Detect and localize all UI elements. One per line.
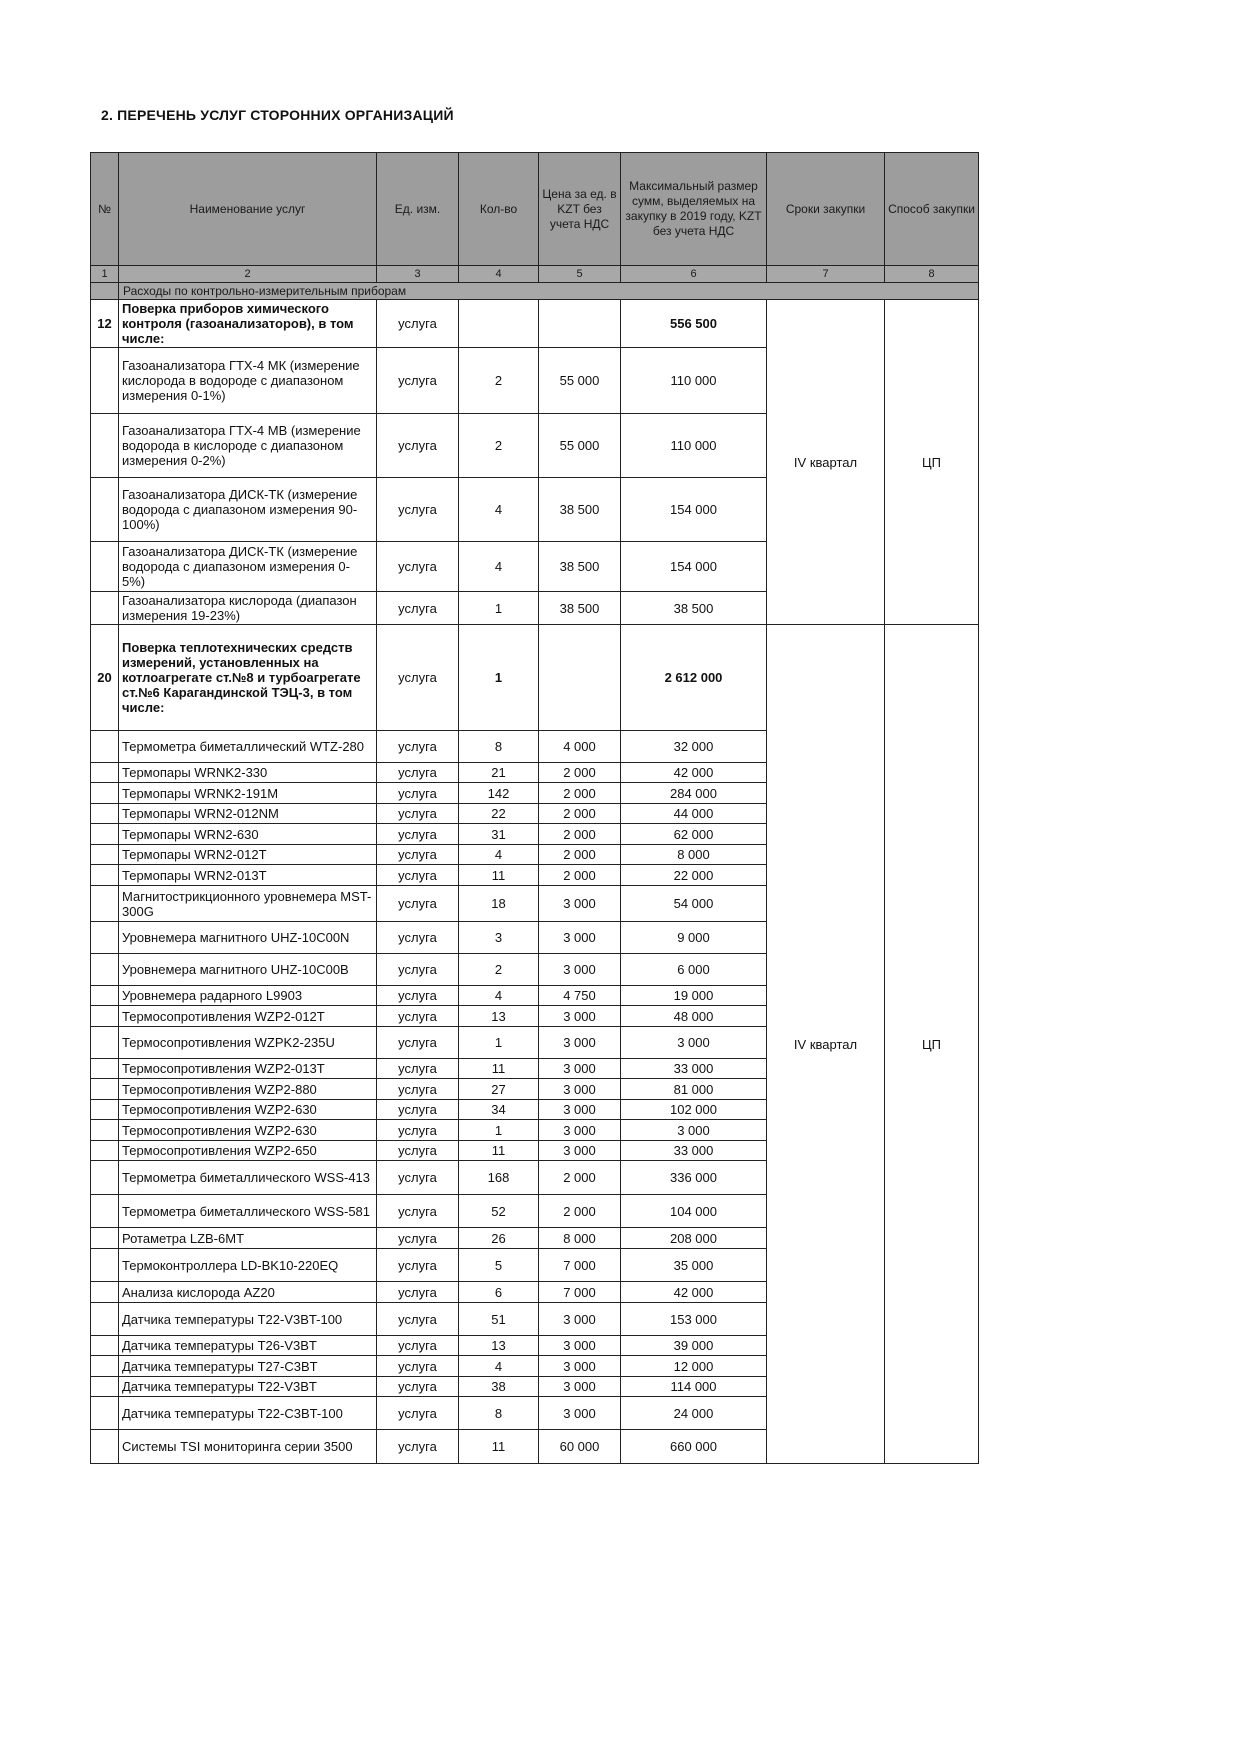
service-unit: услуга: [377, 954, 459, 986]
service-total: 104 000: [621, 1195, 767, 1228]
service-qty: 6: [459, 1282, 539, 1303]
service-unit: услуга: [377, 478, 459, 542]
row-number: [91, 1303, 119, 1336]
service-name: Газоанализатора ГТХ-4 МВ (измерение водорода в кислороде с диапазоном измерения 0-2%): [119, 414, 377, 478]
service-price: 3 000: [539, 1059, 621, 1079]
service-total: 54 000: [621, 886, 767, 922]
row-number: [91, 1100, 119, 1120]
col-number-header: №: [91, 153, 119, 266]
service-price: 3 000: [539, 954, 621, 986]
service-qty: 51: [459, 1303, 539, 1336]
col-period-header: Сроки закупки: [767, 153, 885, 266]
service-qty: 21: [459, 763, 539, 783]
service-name: Термосопротивления WZP2-880: [119, 1079, 377, 1100]
service-price: 2 000: [539, 845, 621, 865]
service-qty: 11: [459, 1059, 539, 1079]
row-number: [91, 1161, 119, 1195]
service-name: Термосопротивления WZPK2-235U: [119, 1027, 377, 1059]
service-qty: 2: [459, 348, 539, 414]
service-unit: услуга: [377, 986, 459, 1006]
group-number: 20: [91, 625, 119, 731]
col-method-header: Способ закупки: [885, 153, 979, 266]
service-total: 48 000: [621, 1006, 767, 1027]
service-price: 2 000: [539, 1195, 621, 1228]
service-price: 3 000: [539, 922, 621, 954]
service-qty: 4: [459, 542, 539, 592]
header-row: [91, 153, 979, 266]
group-price: [539, 300, 621, 348]
column-number: 3: [377, 266, 459, 283]
row-number: [91, 1141, 119, 1161]
column-number: 6: [621, 266, 767, 283]
service-total: 8 000: [621, 845, 767, 865]
page-title: 2. ПЕРЕЧЕНЬ УСЛУГ СТОРОННИХ ОРГАНИЗАЦИЙ: [101, 107, 454, 123]
group-unit: услуга: [377, 625, 459, 731]
service-total: 153 000: [621, 1303, 767, 1336]
service-unit: услуга: [377, 886, 459, 922]
service-price: 3 000: [539, 1006, 621, 1027]
service-price: 3 000: [539, 1079, 621, 1100]
row-number: [91, 1356, 119, 1377]
service-price: 2 000: [539, 763, 621, 783]
service-qty: 13: [459, 1336, 539, 1356]
service-name: Термосопротивления WZP2-650: [119, 1141, 377, 1161]
service-price: 2 000: [539, 804, 621, 824]
service-total: 12 000: [621, 1356, 767, 1377]
service-total: 38 500: [621, 592, 767, 625]
service-unit: услуга: [377, 1079, 459, 1100]
service-name: Термосопротивления WZP2-012T: [119, 1006, 377, 1027]
group-number: 12: [91, 300, 119, 348]
service-qty: 22: [459, 804, 539, 824]
service-price: 3 000: [539, 1027, 621, 1059]
row-number: [91, 1430, 119, 1464]
service-qty: 8: [459, 731, 539, 763]
service-total: 39 000: [621, 1336, 767, 1356]
service-unit: услуга: [377, 1430, 459, 1464]
service-total: 81 000: [621, 1079, 767, 1100]
service-name: Датчика температуры T22-C3BT-100: [119, 1397, 377, 1430]
service-name: Термометра биметаллический WTZ-280: [119, 731, 377, 763]
col-name-header: Наименование услуг: [119, 153, 377, 266]
service-price: 4 000: [539, 731, 621, 763]
service-unit: услуга: [377, 922, 459, 954]
service-name: Уровнемера магнитного UHZ-10C00B: [119, 954, 377, 986]
column-number: 4: [459, 266, 539, 283]
service-unit: услуга: [377, 542, 459, 592]
service-total: 102 000: [621, 1100, 767, 1120]
service-qty: 1: [459, 592, 539, 625]
col-qty-header: Кол-во: [459, 153, 539, 266]
service-qty: 1: [459, 1027, 539, 1059]
service-qty: 1: [459, 1120, 539, 1141]
service-qty: 31: [459, 824, 539, 845]
service-unit: услуга: [377, 1195, 459, 1228]
service-price: 38 500: [539, 542, 621, 592]
service-name: Газоанализатора ДИСК-ТК (измерение водорода с диапазоном измерения 0-5%): [119, 542, 377, 592]
service-price: 38 500: [539, 478, 621, 542]
service-name: Ротаметра LZB-6MT: [119, 1228, 377, 1249]
row-number: [91, 542, 119, 592]
service-price: 3 000: [539, 886, 621, 922]
service-qty: 52: [459, 1195, 539, 1228]
row-number: [91, 414, 119, 478]
column-number: 8: [885, 266, 979, 283]
service-price: 3 000: [539, 1336, 621, 1356]
service-qty: 18: [459, 886, 539, 922]
service-unit: услуга: [377, 1161, 459, 1195]
service-total: 114 000: [621, 1377, 767, 1397]
group-qty: [459, 300, 539, 348]
service-price: 7 000: [539, 1249, 621, 1282]
service-unit: услуга: [377, 1356, 459, 1377]
row-number: [91, 763, 119, 783]
service-qty: 4: [459, 845, 539, 865]
service-total: 42 000: [621, 763, 767, 783]
service-price: 3 000: [539, 1397, 621, 1430]
row-number: [91, 986, 119, 1006]
service-unit: услуга: [377, 845, 459, 865]
service-unit: услуга: [377, 1120, 459, 1141]
service-name: Термометра биметаллического WSS-413: [119, 1161, 377, 1195]
row-number: [91, 478, 119, 542]
row-number: [91, 1397, 119, 1430]
service-total: 22 000: [621, 865, 767, 886]
service-unit: услуга: [377, 348, 459, 414]
service-price: 38 500: [539, 592, 621, 625]
group-title: Поверка приборов химического контроля (газоанализаторов), в том числе:: [119, 300, 377, 348]
service-qty: 2: [459, 414, 539, 478]
service-price: 55 000: [539, 414, 621, 478]
service-total: 33 000: [621, 1141, 767, 1161]
service-price: 4 750: [539, 986, 621, 1006]
service-unit: услуга: [377, 1027, 459, 1059]
section-spacer: [91, 283, 119, 300]
service-unit: услуга: [377, 1059, 459, 1079]
service-total: 35 000: [621, 1249, 767, 1282]
service-name: Термосопротивления WZP2-630: [119, 1100, 377, 1120]
row-number: [91, 1079, 119, 1100]
group-row: [91, 625, 979, 731]
services-table: [90, 152, 979, 1464]
service-name: Термопары WRNK2-191M: [119, 783, 377, 804]
group-row: [91, 300, 979, 348]
row-number: [91, 865, 119, 886]
service-total: 9 000: [621, 922, 767, 954]
service-total: 660 000: [621, 1430, 767, 1464]
service-name: Датчика температуры T22-V3BT: [119, 1377, 377, 1397]
row-number: [91, 886, 119, 922]
group-period: IV квартал: [767, 625, 885, 1464]
service-price: 3 000: [539, 1120, 621, 1141]
group-unit: услуга: [377, 300, 459, 348]
service-qty: 34: [459, 1100, 539, 1120]
service-name: Газоанализатора кислорода (диапазон измерения 19-23%): [119, 592, 377, 625]
row-number: [91, 845, 119, 865]
column-number: 5: [539, 266, 621, 283]
service-total: 336 000: [621, 1161, 767, 1195]
service-name: Датчика температуры T27-C3BT: [119, 1356, 377, 1377]
service-unit: услуга: [377, 1006, 459, 1027]
row-number: [91, 922, 119, 954]
section-row: [91, 283, 979, 300]
service-name: Газоанализатора ГТХ-4 МК (измерение кислорода в водороде с диапазоном измерения 0-1%): [119, 348, 377, 414]
service-qty: 4: [459, 986, 539, 1006]
service-qty: 8: [459, 1397, 539, 1430]
service-total: 32 000: [621, 731, 767, 763]
service-total: 154 000: [621, 542, 767, 592]
service-name: Термопары WRN2-012T: [119, 845, 377, 865]
service-name: Термосопротивления WZP2-013T: [119, 1059, 377, 1079]
service-name: Термопары WRN2-630: [119, 824, 377, 845]
service-total: 110 000: [621, 414, 767, 478]
service-unit: услуга: [377, 1336, 459, 1356]
service-name: Термопары WRNK2-330: [119, 763, 377, 783]
service-price: 7 000: [539, 1282, 621, 1303]
table-body: [91, 266, 979, 1464]
service-total: 284 000: [621, 783, 767, 804]
service-price: 2 000: [539, 1161, 621, 1195]
row-number: [91, 592, 119, 625]
service-price: 3 000: [539, 1377, 621, 1397]
service-name: Термоконтроллера LD-BK10-220EQ: [119, 1249, 377, 1282]
row-number: [91, 731, 119, 763]
service-price: 8 000: [539, 1228, 621, 1249]
column-number-row: [91, 266, 979, 283]
column-number: 2: [119, 266, 377, 283]
service-price: 3 000: [539, 1141, 621, 1161]
service-total: 154 000: [621, 478, 767, 542]
service-qty: 3: [459, 922, 539, 954]
section-title: Расходы по контрольно-измерительным приборам: [119, 283, 979, 300]
row-number: [91, 1282, 119, 1303]
service-unit: услуга: [377, 763, 459, 783]
service-unit: услуга: [377, 1397, 459, 1430]
service-name: Термометра биметаллического WSS-581: [119, 1195, 377, 1228]
row-number: [91, 1027, 119, 1059]
service-unit: услуга: [377, 1282, 459, 1303]
service-unit: услуга: [377, 1100, 459, 1120]
service-unit: услуга: [377, 1303, 459, 1336]
row-number: [91, 954, 119, 986]
service-total: 42 000: [621, 1282, 767, 1303]
service-price: 55 000: [539, 348, 621, 414]
service-total: 44 000: [621, 804, 767, 824]
row-number: [91, 1006, 119, 1027]
group-period: IV квартал: [767, 300, 885, 625]
row-number: [91, 1059, 119, 1079]
row-number: [91, 1336, 119, 1356]
group-title: Поверка теплотехнических средств измерений, установленных на котлоагрегате ст.№8 и турбоагрегате ст.№6 Карагандинской ТЭЦ-3, в том числе:: [119, 625, 377, 731]
row-number: [91, 1249, 119, 1282]
service-qty: 2: [459, 954, 539, 986]
service-qty: 4: [459, 1356, 539, 1377]
column-number: 1: [91, 266, 119, 283]
service-qty: 11: [459, 865, 539, 886]
service-name: Системы TSI мониторинга серии 3500: [119, 1430, 377, 1464]
service-qty: 168: [459, 1161, 539, 1195]
service-name: Термопары WRN2-012NM: [119, 804, 377, 824]
service-qty: 5: [459, 1249, 539, 1282]
service-name: Датчика температуры T26-V3BT: [119, 1336, 377, 1356]
service-price: 2 000: [539, 783, 621, 804]
service-total: 3 000: [621, 1027, 767, 1059]
col-price-header: Цена за ед. в KZT без учета НДС: [539, 153, 621, 266]
service-name: Магнитострикционного уровнемера MST-300G: [119, 886, 377, 922]
service-name: Термосопротивления WZP2-630: [119, 1120, 377, 1141]
col-unit-header: Ед. изм.: [377, 153, 459, 266]
service-price: 3 000: [539, 1100, 621, 1120]
service-qty: 26: [459, 1228, 539, 1249]
service-total: 33 000: [621, 1059, 767, 1079]
col-total-header: Максимальный размер сумм, выделяемых на закупку в 2019 году, KZT без учета НДС: [621, 153, 767, 266]
service-price: 3 000: [539, 1356, 621, 1377]
service-qty: 27: [459, 1079, 539, 1100]
service-total: 24 000: [621, 1397, 767, 1430]
row-number: [91, 783, 119, 804]
service-qty: 4: [459, 478, 539, 542]
row-number: [91, 824, 119, 845]
column-number: 7: [767, 266, 885, 283]
service-unit: услуга: [377, 804, 459, 824]
service-total: 208 000: [621, 1228, 767, 1249]
service-unit: услуга: [377, 865, 459, 886]
row-number: [91, 1195, 119, 1228]
service-unit: услуга: [377, 1228, 459, 1249]
service-price: 3 000: [539, 1303, 621, 1336]
group-method: ЦП: [885, 300, 979, 625]
service-unit: услуга: [377, 824, 459, 845]
service-qty: 11: [459, 1430, 539, 1464]
group-total: 556 500: [621, 300, 767, 348]
service-price: 2 000: [539, 865, 621, 886]
service-qty: 11: [459, 1141, 539, 1161]
service-qty: 38: [459, 1377, 539, 1397]
group-method: ЦП: [885, 625, 979, 1464]
service-name: Уровнемера радарного L9903: [119, 986, 377, 1006]
service-total: 62 000: [621, 824, 767, 845]
service-unit: услуга: [377, 1377, 459, 1397]
row-number: [91, 1120, 119, 1141]
service-total: 19 000: [621, 986, 767, 1006]
service-total: 6 000: [621, 954, 767, 986]
service-name: Анализа кислорода AZ20: [119, 1282, 377, 1303]
service-name: Уровнемера магнитного UHZ-10C00N: [119, 922, 377, 954]
group-qty: 1: [459, 625, 539, 731]
service-unit: услуга: [377, 592, 459, 625]
group-total: 2 612 000: [621, 625, 767, 731]
service-name: Датчика температуры T22-V3BT-100: [119, 1303, 377, 1336]
service-unit: услуга: [377, 783, 459, 804]
service-unit: услуга: [377, 1249, 459, 1282]
row-number: [91, 1377, 119, 1397]
service-unit: услуга: [377, 731, 459, 763]
service-price: 2 000: [539, 824, 621, 845]
service-name: Термопары WRN2-013T: [119, 865, 377, 886]
service-name: Газоанализатора ДИСК-ТК (измерение водорода с диапазоном измерения 90-100%): [119, 478, 377, 542]
service-qty: 13: [459, 1006, 539, 1027]
service-qty: 142: [459, 783, 539, 804]
service-total: 110 000: [621, 348, 767, 414]
service-unit: услуга: [377, 1141, 459, 1161]
service-unit: услуга: [377, 414, 459, 478]
service-price: 60 000: [539, 1430, 621, 1464]
service-total: 3 000: [621, 1120, 767, 1141]
row-number: [91, 348, 119, 414]
group-price: [539, 625, 621, 731]
row-number: [91, 1228, 119, 1249]
row-number: [91, 804, 119, 824]
